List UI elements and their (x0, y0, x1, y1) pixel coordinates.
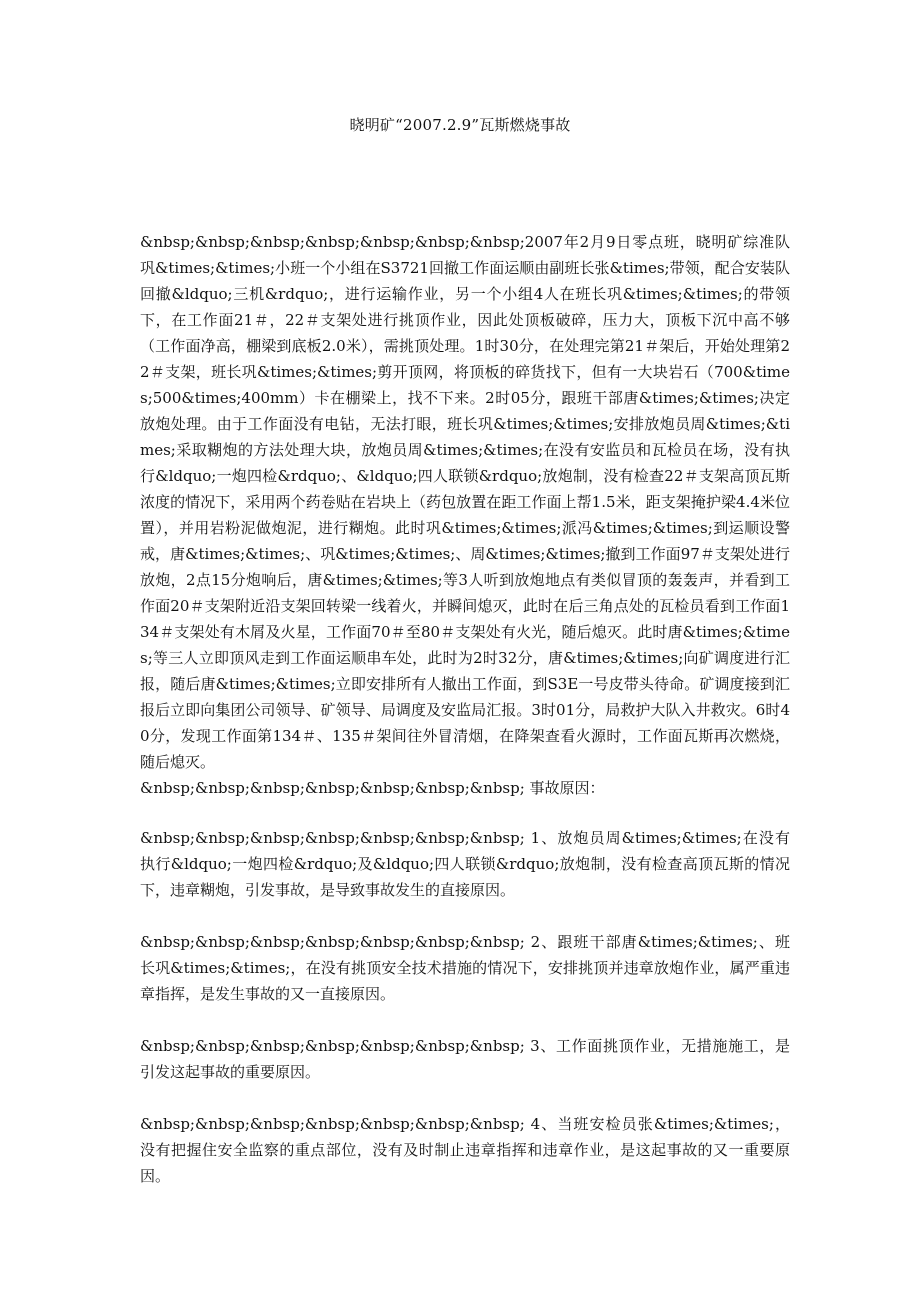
accident-narrative-paragraph: &nbsp;&nbsp;&nbsp;&nbsp;&nbsp;&nbsp;&nbsp;2007年2月9日零点班，晓明矿综准队巩&times;&times;小班一个小组在S3721回撤工作面运顺由副班长张&times;带领，配合安装队回撤&ldquo;三机&rdquo;，进行运输作业，另一个小组4人在班长巩&times;&times;的带领下，在工作面21＃，22＃支架处进行挑顶作业，因此处顶板破碎，压力大，顶板下沉中高不够（工作面净高，棚梁到底板2.0米），需挑顶处理。1时30分，在处理完第21＃架后，开始处理第22＃支架，班长巩&times;&times;剪开顶网，将顶板的碎货找下，但有一大块岩石（700&times;500&times;400mm）卡在棚梁上，找不下来。2时05分，跟班干部唐&times;&times;决定放炮处理。由于工作面没有电钻，无法打眼，班长巩&times;&times;安排放炮员周&times;&times;采取糊炮的方法处理大块，放炮员周&times;&times;在没有安监员和瓦检员在场，没有执行&ldquo;一炮四检&rdquo;、&ldquo;四人联锁&rdquo;放炮制，没有检查22＃支架高顶瓦斯浓度的情况下，采用两个药卷贴在岩块上（药包放置在距工作面上帮1.5米，距支架掩护梁4.4米位置），并用岩粉泥做炮泥，进行糊炮。此时巩&times;&times;派冯&times;&times;到运顺设警戒，唐&times;&times;、巩&times;&times;、周&times;&times;撤到工作面97＃支架处进行放炮，2点15分炮响后，唐&times;&times;等3人听到放炮地点有类似冒顶的轰轰声，并看到工作面20＃支架附近沿支架回转梁一线着火，并瞬间熄灭，此时在后三角点处的瓦检员看到工作面134＃支架处有木屑及火星，工作面70＃至80＃支架处有火光，随后熄灭。此时唐&times;&times;等三人立即顶风走到工作面运顺串车处，此时为2时32分，唐&times;&times;向矿调度进行汇报，随后唐&times;&times;立即安排所有人撤出工作面，到S3E一号皮带头待命。矿调度接到汇报后立即向集团公司领导、矿领导、局调度及安监局汇报。3时01分，局救护大队入井救灾。6时40分，发现工作面第134＃、135＃架间往外冒清烟，在降架查看火源时，工作面瓦斯再次燃烧，随后熄灭。 (140, 233, 790, 771)
cause-item-1: &nbsp;&nbsp;&nbsp;&nbsp;&nbsp;&nbsp;&nbsp; 1、放炮员周&times;&times;在没有执行&ldquo;一炮四检&rdquo;及&ldquo;四人联锁&rdquo;放炮制，没有检查高顶瓦斯的情况下，违章糊炮，引发事故，是导致事故发生的直接原因。 (140, 829, 790, 899)
cause-item-3: &nbsp;&nbsp;&nbsp;&nbsp;&nbsp;&nbsp;&nbsp; 3、工作面挑顶作业，无措施施工，是引发这起事故的重要原因。 (140, 1037, 790, 1081)
accident-cause-heading: &nbsp;&nbsp;&nbsp;&nbsp;&nbsp;&nbsp;&nbsp; 事故原因： (140, 779, 605, 797)
cause-item-2: &nbsp;&nbsp;&nbsp;&nbsp;&nbsp;&nbsp;&nbsp; 2、跟班干部唐&times;&times;、班长巩&times;&times;，在没有挑顶安全技术措施的情况下，安排挑顶并违章放炮作业，属严重违章指挥，是发生事故的又一直接原因。 (140, 933, 790, 1003)
document-title: 晓明矿“2007.2.9”瓦斯燃烧事故 (349, 116, 571, 134)
cause-item-4: &nbsp;&nbsp;&nbsp;&nbsp;&nbsp;&nbsp;&nbsp; 4、当班安检员张&times;&times;，没有把握住安全监察的重点部位，没有及时制止违章指挥和违章作业，是这起事故的又一重要原因。 (140, 1115, 790, 1185)
